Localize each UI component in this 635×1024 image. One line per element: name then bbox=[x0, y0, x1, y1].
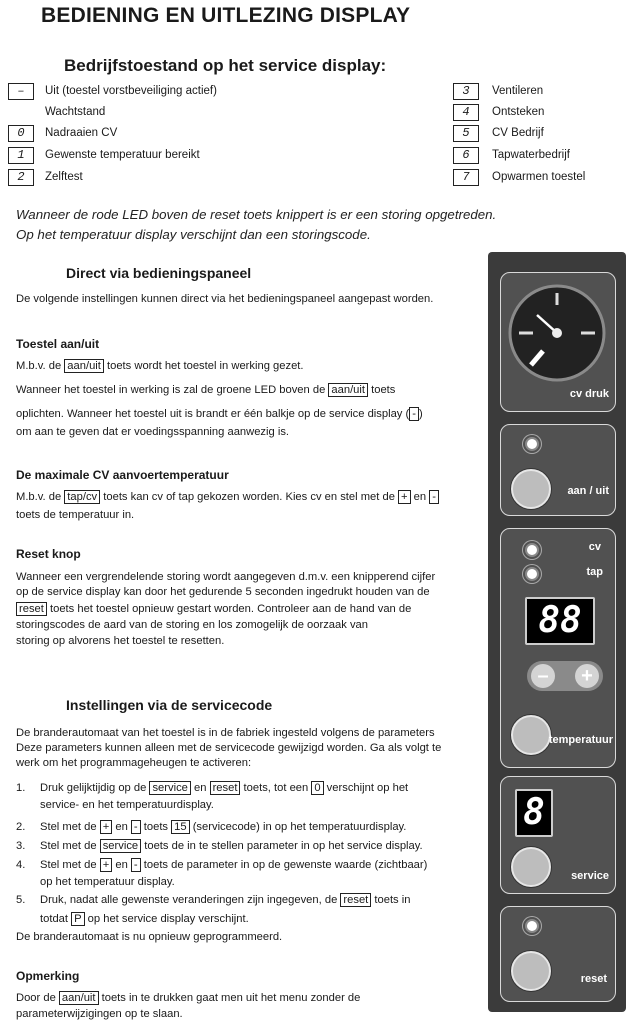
reset-button[interactable] bbox=[511, 951, 551, 991]
text: toets bbox=[368, 384, 396, 396]
plus-button[interactable]: + bbox=[575, 664, 599, 688]
pressure-gauge-icon bbox=[507, 283, 607, 383]
plus-minus-rocker bbox=[527, 661, 603, 691]
text: en bbox=[190, 782, 210, 794]
text: toets bbox=[140, 821, 172, 833]
state-label: Wachtstand bbox=[45, 106, 106, 118]
state-code: 5 bbox=[453, 125, 479, 142]
text: en bbox=[112, 821, 131, 833]
reset-key-ref: reset bbox=[16, 602, 47, 616]
minus-key-ref: - bbox=[429, 490, 439, 504]
p-ref: P bbox=[71, 912, 84, 926]
code-15-ref: 15 bbox=[171, 820, 189, 834]
state-code: 7 bbox=[453, 169, 479, 186]
state-code: 6 bbox=[453, 147, 479, 164]
step-5-line-2 bbox=[40, 913, 249, 925]
text: oplichten. Wanneer het toestel uit is brandt er één balkje op de service display ( bbox=[16, 408, 410, 420]
cv-pressure-section bbox=[500, 272, 616, 412]
minus-key-ref: - bbox=[131, 820, 141, 834]
reset-key-ref: reset bbox=[340, 893, 371, 907]
reset-led bbox=[525, 919, 539, 933]
reset-line-2: op de service display kan door het gedurende 5 seconden ingedrukt houden van de bbox=[16, 586, 430, 598]
state-label: Ontsteken bbox=[492, 106, 545, 118]
state-label: Nadraaien CV bbox=[45, 127, 118, 139]
aan-uit-label: aan / uit bbox=[567, 485, 609, 497]
reset-line-4: storingscodes de aard van de storing en los zomogelijk de oorzaak van bbox=[16, 619, 368, 631]
step-number: 2. bbox=[16, 821, 26, 833]
warning-line-2: Op het temperatuur display verschijnt dan een storingscode. bbox=[16, 227, 371, 242]
state-code: 0 bbox=[8, 125, 34, 142]
direct-heading: Direct via bedieningspaneel bbox=[66, 265, 252, 281]
aan-uit-key-ref: aan/uit bbox=[328, 383, 368, 397]
maxcv-heading: De maximale CV aanvoertemperatuur bbox=[16, 468, 229, 482]
zero-ref: 0 bbox=[311, 781, 323, 795]
step-5 bbox=[16, 894, 410, 906]
aan-uit-key-ref: aan/uit bbox=[64, 359, 104, 373]
text: verschijnt op het bbox=[323, 782, 409, 794]
service-key-ref: service bbox=[149, 781, 190, 795]
page-title: BEDIENING EN UITLEZING DISPLAY bbox=[41, 4, 411, 27]
text: Stel met de bbox=[40, 840, 100, 852]
state-code: 2 bbox=[8, 169, 34, 186]
tap-led bbox=[525, 567, 539, 581]
cv-label: cv bbox=[588, 541, 601, 553]
service-label: service bbox=[571, 870, 609, 882]
step-2 bbox=[16, 821, 406, 833]
opmerking-heading: Opmerking bbox=[16, 969, 80, 983]
state-label: Opwarmen toestel bbox=[492, 171, 586, 183]
step-3 bbox=[16, 840, 423, 852]
text: Stel met de bbox=[40, 821, 100, 833]
state-label: Zelftest bbox=[45, 171, 83, 183]
text: M.b.v. de bbox=[16, 491, 65, 503]
text: totdat bbox=[40, 913, 72, 925]
service-intro-2: Deze parameters kunnen alleen met de servicecode gewijzigd worden. Ga als volgt te bbox=[16, 742, 442, 754]
reset-line-3 bbox=[16, 602, 411, 616]
text: toets wordt het toestel in werking gezet. bbox=[103, 360, 304, 372]
text: toets de parameter in op de gewenste waarde (zichtbaar) bbox=[140, 859, 428, 871]
step-number: 4. bbox=[16, 859, 26, 871]
step-number: 3. bbox=[16, 840, 26, 852]
aan-uit-key-ref: aan/uit bbox=[59, 991, 99, 1005]
text: toets kan cv of tap gekozen worden. Kies cv en stel met de bbox=[100, 491, 399, 503]
aan-uit-button[interactable] bbox=[511, 469, 551, 509]
text: Druk, nadat alle gewenste veranderingen zijn ingegeven, de bbox=[40, 894, 341, 906]
state-code: 4 bbox=[453, 104, 479, 121]
power-led bbox=[525, 437, 539, 451]
step-number: 5. bbox=[16, 894, 26, 906]
toestel-line-2 bbox=[16, 382, 395, 398]
maxcv-line-2: toets de temperatuur in. bbox=[16, 509, 135, 521]
service-heading: Instellingen via de servicecode bbox=[66, 697, 273, 713]
step-number: 1. bbox=[16, 782, 26, 794]
text: Druk gelijktijdig op de bbox=[40, 782, 150, 794]
warning-line-1: Wanneer de rode LED boven de reset toets knippert is er een storing opgetreden. bbox=[16, 207, 497, 222]
plus-key-ref: + bbox=[398, 490, 411, 504]
toestel-line-1 bbox=[16, 358, 304, 374]
toestel-heading: Toestel aan/uit bbox=[16, 337, 100, 351]
reset-line-5: storing op alvorens het toestel te resetten. bbox=[16, 635, 225, 647]
text: toets de in te stellen parameter in op het service display. bbox=[141, 840, 423, 852]
state-code: 3 bbox=[453, 83, 479, 100]
temperatuur-label: temperatuur bbox=[548, 734, 613, 746]
state-code: – bbox=[8, 83, 34, 100]
state-label: Gewenste temperatuur bereikt bbox=[45, 149, 200, 161]
control-panel bbox=[488, 252, 626, 1012]
text: (servicecode) in op het temperatuurdisplay. bbox=[189, 821, 407, 833]
cv-druk-label: cv druk bbox=[569, 388, 609, 400]
opmerking-line-1 bbox=[16, 991, 360, 1005]
direct-intro: De volgende instellingen kunnen direct via het bedieningspaneel aangepast worden. bbox=[16, 293, 434, 305]
dash-key-ref: - bbox=[409, 407, 419, 421]
plus-key-ref: + bbox=[100, 858, 113, 872]
text: ) bbox=[418, 408, 423, 420]
plus-key-ref: + bbox=[100, 820, 113, 834]
state-label: Uit (toestel vorstbeveiliging actief) bbox=[45, 85, 217, 97]
cv-led bbox=[525, 543, 539, 557]
tap-cv-key-ref: tap/cv bbox=[64, 490, 100, 504]
text: toets in te drukken gaat men uit het menu zonder de bbox=[98, 992, 361, 1004]
text: op het service display verschijnt. bbox=[84, 913, 249, 925]
text: en bbox=[410, 491, 430, 503]
power-section bbox=[500, 424, 616, 516]
page-subtitle: Bedrijfstoestand op het service display: bbox=[64, 56, 387, 75]
reset-label: reset bbox=[580, 973, 607, 985]
step-4-line-2: op het temperatuur display. bbox=[40, 876, 175, 888]
state-code: 1 bbox=[8, 147, 34, 164]
toestel-line-3 bbox=[16, 406, 423, 422]
minus-button[interactable]: – bbox=[531, 664, 555, 688]
text: toets, tot een bbox=[240, 782, 312, 794]
service-display: 8 bbox=[515, 789, 553, 837]
text: M.b.v. de bbox=[16, 360, 65, 372]
tap-label: tap bbox=[586, 566, 603, 578]
minus-key-ref: - bbox=[131, 858, 141, 872]
service-intro-3: werk om het programmageheugen te activeren: bbox=[16, 757, 252, 769]
reset-heading: Reset knop bbox=[16, 547, 81, 561]
toestel-line-4: om aan te geven dat er voedingsspanning aanwezig is. bbox=[16, 426, 290, 438]
reset-section bbox=[500, 906, 616, 1002]
step-1 bbox=[16, 782, 408, 794]
opmerking-line-2: parameterwijzigingen op te slaan. bbox=[16, 1008, 183, 1020]
step-4 bbox=[16, 859, 427, 871]
temperature-display: 88 bbox=[525, 597, 595, 645]
text: Door de bbox=[16, 992, 59, 1004]
text: toets in bbox=[371, 894, 411, 906]
service-end: De branderautomaat is nu opnieuw geprogrammeerd. bbox=[16, 931, 283, 943]
text: Wanneer het toestel in werking is zal de groene LED boven de bbox=[16, 384, 329, 396]
service-key-ref: service bbox=[100, 839, 141, 853]
state-label: Tapwaterbedrijf bbox=[492, 149, 570, 161]
state-label: CV Bedrijf bbox=[492, 127, 544, 139]
step-1-line-2: service- en het temperatuurdisplay. bbox=[40, 799, 214, 811]
text: en bbox=[112, 859, 131, 871]
maxcv-line-1 bbox=[16, 489, 439, 505]
service-section bbox=[500, 776, 616, 894]
text: Stel met de bbox=[40, 859, 100, 871]
tap-cv-button[interactable] bbox=[511, 715, 551, 755]
text: toets het toestel opnieuw gestart worden. Controleer aan de hand van de bbox=[46, 603, 412, 615]
service-intro-1: De branderautomaat van het toestel is in de fabriek ingesteld volgens de parameters bbox=[16, 727, 435, 739]
reset-line-1: Wanneer een vergrendelende storing wordt aangegeven d.m.v. een knipperend cijfer bbox=[16, 571, 436, 583]
state-label: Ventileren bbox=[492, 85, 544, 97]
temperature-section bbox=[500, 528, 616, 768]
reset-key-ref: reset bbox=[210, 781, 241, 795]
service-button[interactable] bbox=[511, 847, 551, 887]
